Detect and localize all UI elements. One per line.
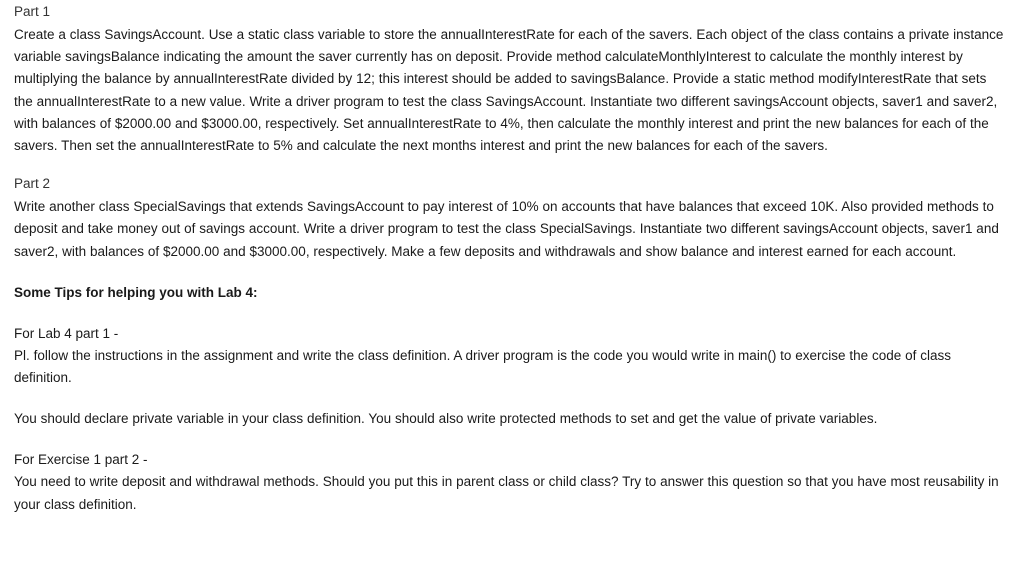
spacer xyxy=(14,263,1004,282)
exercise1-part2-text: You need to write deposit and withdrawal methods. Should you put this in parent class or child class? Try to answer this question so that you have most reusability in your class definition. xyxy=(14,474,999,512)
spacer xyxy=(14,430,1004,449)
part2-heading: Part 2 xyxy=(14,176,51,192)
lab4-part1-heading: For Lab 4 part 1 - xyxy=(14,325,119,341)
lab4-part1-text: Pl. follow the instructions in the assignment and write the class definition. A driver program is the code you would write in main() to exercise the code of class definition. xyxy=(14,347,952,386)
spacer xyxy=(14,389,1004,408)
part1-heading: Part 1 xyxy=(14,4,51,19)
tips-section xyxy=(14,282,1004,516)
part1-section xyxy=(14,4,1004,157)
part2-section xyxy=(14,176,1004,263)
part2-text: Write another class SpecialSavings that extends SavingsAccount to pay interest of 10% on accounts that have balances that exceed 10K. Also provided methods to deposit and take money out of savings account. Write a driver program to test the class SpecialSavings. Instantiate two different savingsAccount objects, saver1 and saver2, with balances of $2000.00 and $3000.00, respectively. Make a few deposits and withdrawals and show balance and interest earned for each account. xyxy=(14,199,999,259)
tips-heading: Some Tips for helping you with Lab 4: xyxy=(14,284,258,300)
spacer xyxy=(14,304,1004,323)
private-variable-note: You should declare private variable in your class definition. You should also write protected methods to set and get the value of private variables. xyxy=(14,411,878,427)
spacer xyxy=(14,157,1004,176)
exercise1-part2-heading: For Exercise 1 part 2 - xyxy=(14,452,148,468)
part1-text: Create a class SavingsAccount. Use a static class variable to store the annualInterestRate for each of the savers. Each object of the class contains a private instance variable savingsBalance indicating the amount the saver currently has on deposit. Provide method calculateMonthlyInterest to calculate the monthly interest by multiplying the balance by annualInterestRate divided by 12; this interest should be added to savingsBalance. Provide a static method modifyInterestRate that sets the annualInterestRate to a new value. Write a driver program to test the class SavingsAccount. Instantiate two different savingsAccount objects, saver1 and saver2, with balances of $2000.00 and $3000.00, respectively. Set annualInterestRate to 4%, then calculate the monthly interest and print the new balances for each of the savers. Then set the annualInterestRate to 5% and calculate the next months interest and print the new balances for each of the savers. xyxy=(14,27,1004,154)
